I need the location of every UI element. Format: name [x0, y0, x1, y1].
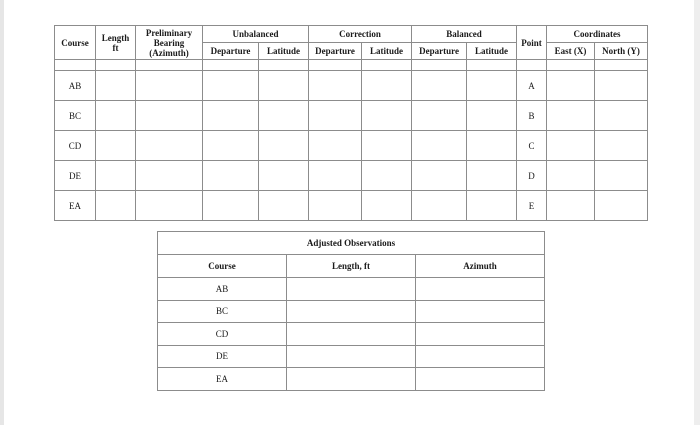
bearing-cell[interactable] [136, 161, 203, 191]
point-cell: E [517, 191, 547, 221]
spacer-row [55, 60, 648, 71]
unbalanced-latitude-header: Latitude [259, 43, 309, 60]
correction-latitude-cell[interactable] [362, 101, 412, 131]
correction-departure-cell[interactable] [309, 161, 362, 191]
unbalanced-departure-cell[interactable] [203, 191, 259, 221]
north-cell[interactable] [595, 101, 648, 131]
azimuth-cell[interactable] [416, 368, 545, 391]
correction-latitude-cell[interactable] [362, 71, 412, 101]
unbalanced-latitude-cell[interactable] [259, 131, 309, 161]
table-row [158, 345, 545, 368]
table-row [55, 191, 648, 221]
table-row [158, 368, 545, 391]
north-cell[interactable] [595, 161, 648, 191]
point-header: Point [517, 26, 547, 60]
azimuth-cell[interactable] [416, 323, 545, 346]
length-header: Length, ft [287, 255, 416, 278]
unbalanced-departure-cell[interactable] [203, 71, 259, 101]
left-edge-shadow [0, 0, 4, 425]
east-cell[interactable] [547, 101, 595, 131]
unbalanced-latitude-cell[interactable] [259, 101, 309, 131]
length-cell[interactable] [287, 368, 416, 391]
east-cell[interactable] [547, 161, 595, 191]
balanced-departure-cell[interactable] [412, 101, 467, 131]
balanced-departure-cell[interactable] [412, 161, 467, 191]
correction-departure-header: Departure [309, 43, 362, 60]
unbalanced-header: Unbalanced [203, 26, 309, 43]
balanced-latitude-cell[interactable] [467, 191, 517, 221]
table-row [55, 131, 648, 161]
unbalanced-latitude-cell[interactable] [259, 191, 309, 221]
balanced-departure-cell[interactable] [412, 191, 467, 221]
table-row [158, 278, 545, 301]
north-cell[interactable] [595, 131, 648, 161]
azimuth-cell[interactable] [416, 345, 545, 368]
point-cell: B [517, 101, 547, 131]
unbalanced-latitude-cell[interactable] [259, 71, 309, 101]
bearing-cell[interactable] [136, 71, 203, 101]
course-header: Course [55, 26, 96, 60]
balanced-departure-cell[interactable] [412, 71, 467, 101]
course-cell: AB [55, 71, 96, 101]
point-cell: D [517, 161, 547, 191]
unbalanced-departure-cell[interactable] [203, 101, 259, 131]
balanced-departure-header: Departure [412, 43, 467, 60]
preliminary-bearing-header: Preliminary Bearing (Azimuth) [136, 26, 203, 60]
balanced-latitude-cell[interactable] [467, 161, 517, 191]
adjusted-observations-title: Adjusted Observations [158, 232, 545, 255]
balanced-latitude-cell[interactable] [467, 131, 517, 161]
length-cell[interactable] [96, 71, 136, 101]
point-cell: C [517, 131, 547, 161]
correction-header: Correction [309, 26, 412, 43]
north-cell[interactable] [595, 191, 648, 221]
course-cell: DE [55, 161, 96, 191]
coordinates-header: Coordinates [547, 26, 648, 43]
table-row [55, 161, 648, 191]
north-cell[interactable] [595, 71, 648, 101]
length-cell[interactable] [287, 345, 416, 368]
correction-latitude-cell[interactable] [362, 131, 412, 161]
length-cell[interactable] [96, 131, 136, 161]
course-header: Course [158, 255, 287, 278]
length-cell[interactable] [96, 101, 136, 131]
header-row [158, 255, 545, 278]
course-cell: CD [158, 323, 287, 346]
unbalanced-latitude-cell[interactable] [259, 161, 309, 191]
balanced-header: Balanced [412, 26, 517, 43]
correction-departure-cell[interactable] [309, 191, 362, 221]
correction-departure-cell[interactable] [309, 101, 362, 131]
east-cell[interactable] [547, 131, 595, 161]
course-cell: EA [158, 368, 287, 391]
header-row-top [55, 26, 648, 43]
correction-departure-cell[interactable] [309, 131, 362, 161]
azimuth-cell[interactable] [416, 300, 545, 323]
east-cell[interactable] [547, 191, 595, 221]
table-row [55, 101, 648, 131]
course-cell: CD [55, 131, 96, 161]
bearing-cell[interactable] [136, 131, 203, 161]
table-row [55, 71, 648, 101]
balanced-latitude-cell[interactable] [467, 71, 517, 101]
unbalanced-departure-cell[interactable] [203, 131, 259, 161]
correction-latitude-cell[interactable] [362, 191, 412, 221]
length-cell[interactable] [287, 300, 416, 323]
course-cell: DE [158, 345, 287, 368]
point-cell: A [517, 71, 547, 101]
correction-latitude-header: Latitude [362, 43, 412, 60]
traverse-computation-table [54, 25, 648, 221]
length-header: Length ft [96, 26, 136, 60]
east-x-header: East (X) [547, 43, 595, 60]
unbalanced-departure-header: Departure [203, 43, 259, 60]
length-cell[interactable] [287, 278, 416, 301]
course-cell: EA [55, 191, 96, 221]
right-edge-shadow [694, 0, 700, 425]
unbalanced-departure-cell[interactable] [203, 161, 259, 191]
correction-departure-cell[interactable] [309, 71, 362, 101]
adjusted-observations-table [157, 231, 545, 391]
balanced-latitude-cell[interactable] [467, 101, 517, 131]
bearing-cell[interactable] [136, 101, 203, 131]
length-cell[interactable] [96, 161, 136, 191]
course-cell: AB [158, 278, 287, 301]
table-row [158, 300, 545, 323]
length-cell[interactable] [96, 191, 136, 221]
length-cell[interactable] [287, 323, 416, 346]
course-cell: BC [55, 101, 96, 131]
azimuth-cell[interactable] [416, 278, 545, 301]
table-row [158, 323, 545, 346]
north-y-header: North (Y) [595, 43, 648, 60]
azimuth-header: Azimuth [416, 255, 545, 278]
east-cell[interactable] [547, 71, 595, 101]
table-title-row [158, 232, 545, 255]
balanced-departure-cell[interactable] [412, 131, 467, 161]
course-cell: BC [158, 300, 287, 323]
correction-latitude-cell[interactable] [362, 161, 412, 191]
balanced-latitude-header: Latitude [467, 43, 517, 60]
bearing-cell[interactable] [136, 191, 203, 221]
